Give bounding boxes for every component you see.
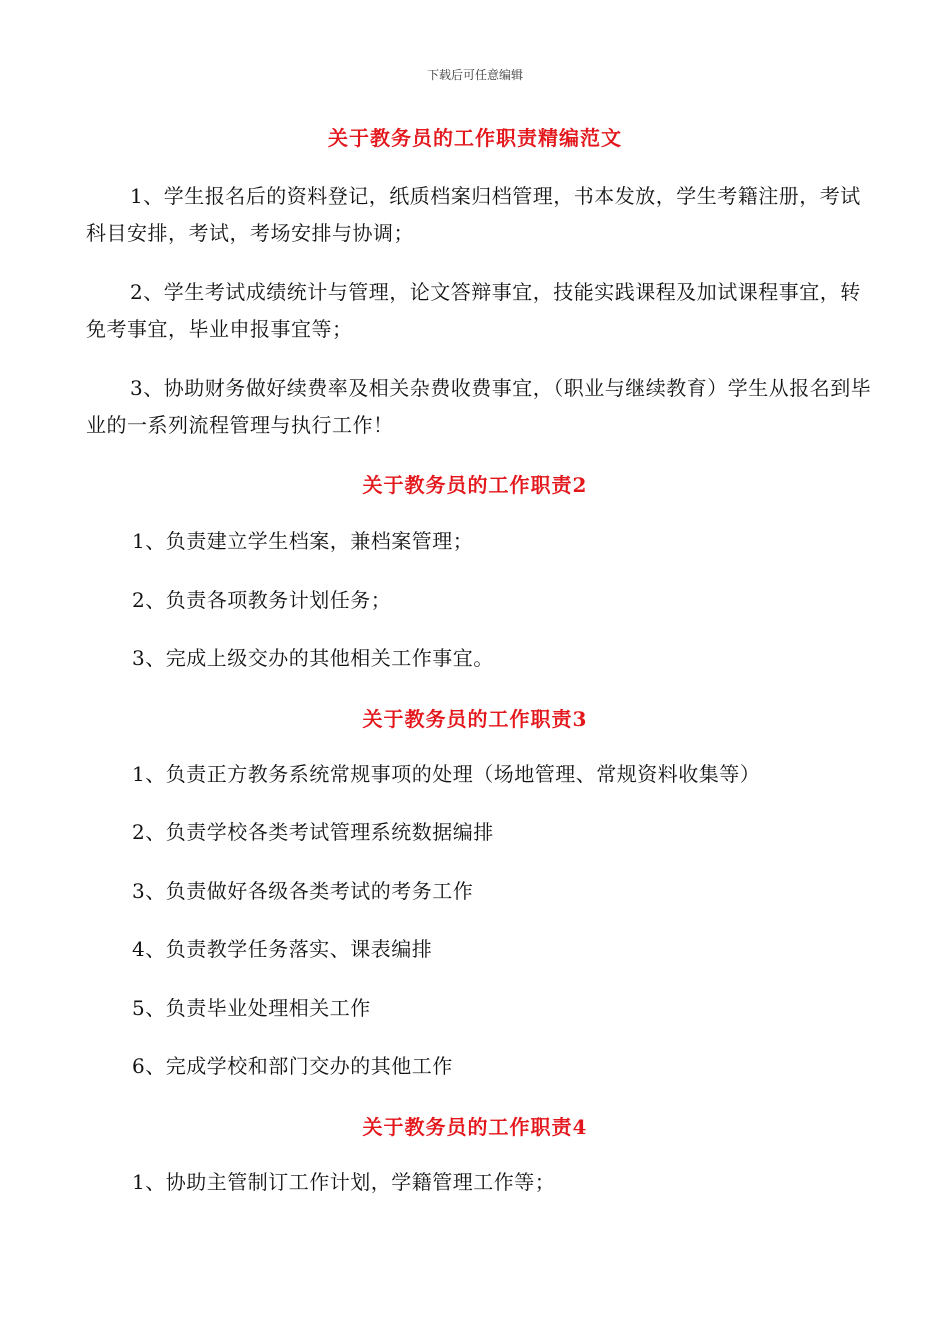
section3-item: 5、负责毕业处理相关工作	[132, 996, 371, 1020]
section3-item: 2、负责学校各类考试管理系统数据编排	[132, 820, 494, 844]
section4-item: 1、协助主管制订工作计划，学籍管理工作等；	[132, 1170, 556, 1194]
section2-item: 2、负责各项教务计划任务；	[132, 588, 392, 612]
section4-title: 关于教务员的工作职责4	[362, 1115, 588, 1139]
section3-title: 关于教务员的工作职责3	[362, 707, 588, 731]
section3-item: 4、负责教学任务落实、课表编排	[132, 937, 433, 961]
section1-paragraph: 2、学生考试成绩统计与管理，论文答辩事宜，技能实践课程及加试课程事宜，转免考事宜，毕业申报事宜等；	[86, 280, 861, 341]
section2-title: 关于教务员的工作职责2	[362, 473, 588, 497]
section3-item: 6、完成学校和部门交办的其他工作	[132, 1054, 453, 1078]
section1-paragraph: 1、学生报名后的资料登记，纸质档案归档管理，书本发放，学生考籍注册，考试科目安排，考试，考场安排与协调；	[86, 184, 861, 245]
section3-item: 1、负责正方教务系统常规事项的处理（场地管理、常规资料收集等）	[132, 762, 761, 786]
section1-paragraph: 3、协助财务做好续费率及相关杂费收费事宜，（职业与继续教育）学生从报名到毕业的一系列流程管理与执行工作！	[86, 376, 872, 437]
main-title: 关于教务员的工作职责精编范文	[328, 126, 622, 150]
section2-item: 1、负责建立学生档案，兼档案管理；	[132, 529, 474, 553]
section3-item: 3、负责做好各级各类考试的考务工作	[132, 879, 474, 903]
section2-item: 3、完成上级交办的其他相关工作事宜。	[132, 646, 494, 670]
header-note: 下载后可任意编辑	[426, 68, 523, 82]
